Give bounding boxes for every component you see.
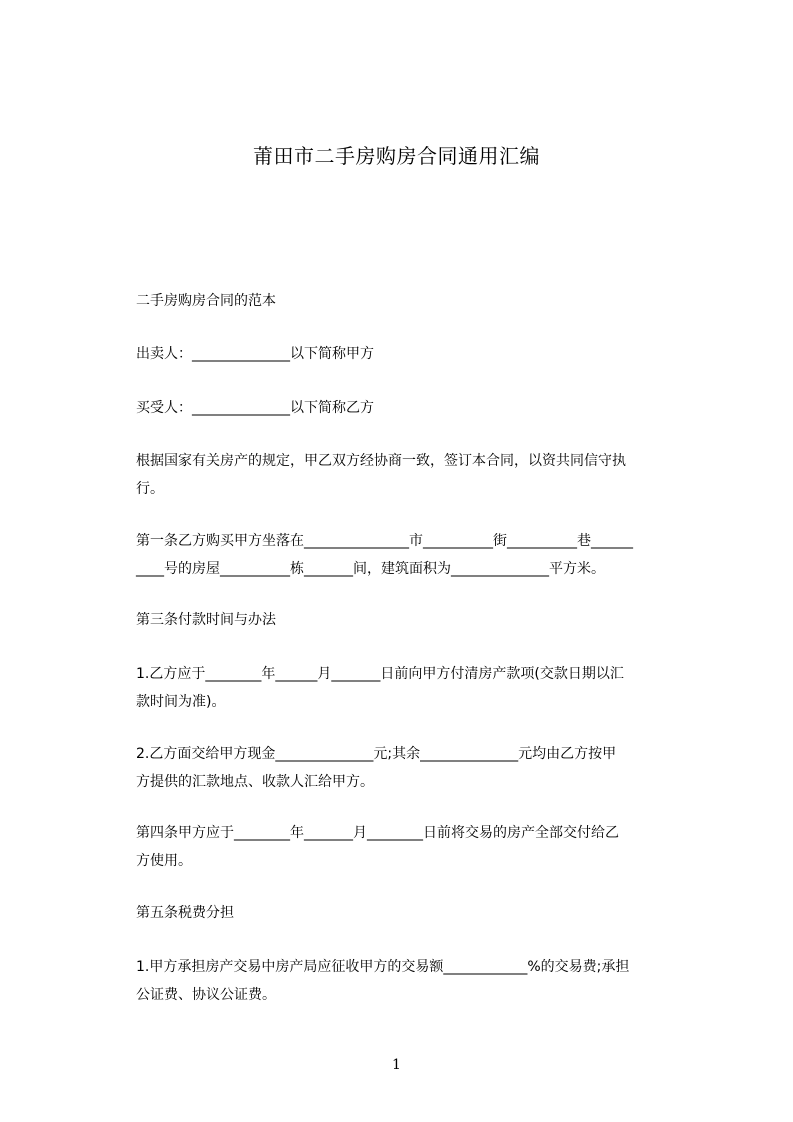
paragraph-line: ____号的房屋__________栋_______间，建筑面积为______________平方米。 xyxy=(136,561,605,577)
paragraph-line: 2.乙方面交给甲方现金______________元;其余______________元均由乙方按甲 xyxy=(136,746,617,762)
preamble-paragraph xyxy=(136,447,708,503)
paragraph-line: 1.乙方应于________年______月_______日前向甲方付清房产款项(交款日期以汇 xyxy=(136,666,624,682)
article-3-heading xyxy=(136,606,708,634)
article-1-paragraph xyxy=(136,527,708,583)
paragraph-line: 根据国家有关房产的规定，甲乙双方经协商一致，签订本合同，以资共同信守执 xyxy=(136,453,626,469)
paragraph-line: 方提供的汇款地点、收款人汇给甲方。 xyxy=(136,774,374,790)
paragraph-line: 公证费、协议公证费。 xyxy=(136,987,276,1003)
seller-line xyxy=(136,340,708,368)
payment-clause-2 xyxy=(136,740,708,796)
article-4-paragraph xyxy=(136,819,708,875)
section-heading-sample xyxy=(136,287,708,315)
paragraph-line: 二手房购房合同的范本 xyxy=(136,293,276,309)
paragraph-line: 买受人：______________以下简称乙方 xyxy=(136,400,374,416)
page-number: 1 xyxy=(392,1057,401,1073)
paragraph-line: 行。 xyxy=(136,481,164,497)
paragraph-line: 第五条税费分担 xyxy=(136,905,234,921)
paragraph-line: 第一条乙方购买甲方坐落在_______________市__________街__________巷______ xyxy=(136,533,633,549)
article-5-heading xyxy=(136,899,708,927)
tax-clause-1 xyxy=(136,953,708,1009)
paragraph-line: 第三条付款时间与办法 xyxy=(136,612,276,628)
payment-clause-1 xyxy=(136,660,708,716)
paragraph-line: 1.甲方承担房产交易中房产局应征收甲方的交易额____________%的交易费;承担 xyxy=(136,959,630,975)
paragraph-line: 款时间为准)。 xyxy=(136,694,226,710)
paragraph-line: 第四条甲方应于________年_______月________日前将交易的房产全部交付给乙 xyxy=(136,825,619,841)
paragraph-line: 出卖人：______________以下简称甲方 xyxy=(136,346,374,362)
document-title: 莆田市二手房购房合同通用汇编 xyxy=(253,144,540,168)
buyer-line xyxy=(136,394,708,422)
paragraph-line: 方使用。 xyxy=(136,853,192,869)
